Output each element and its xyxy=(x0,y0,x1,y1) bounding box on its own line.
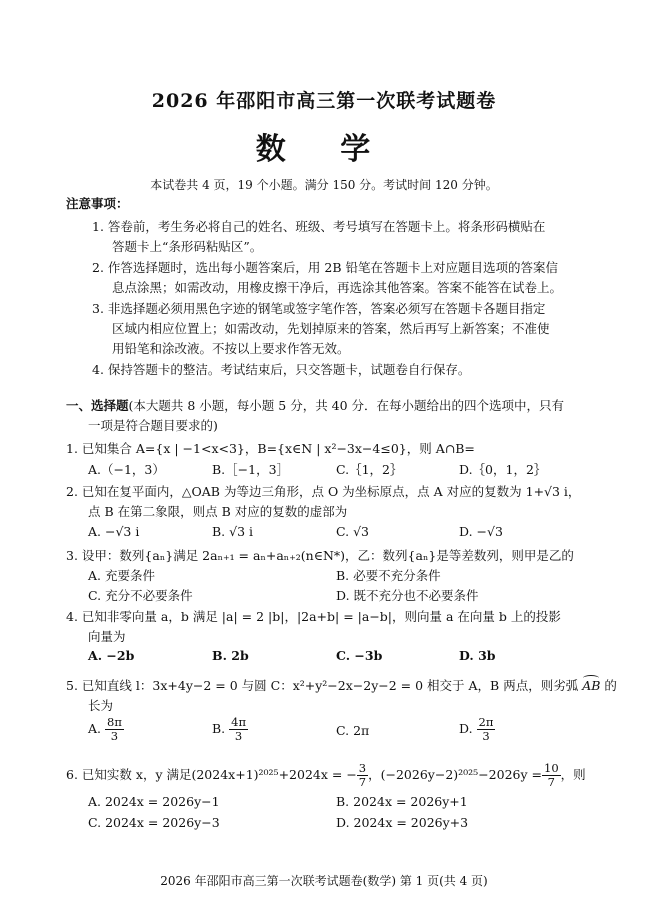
notice-heading: 注意事项： xyxy=(66,196,129,211)
option-d xyxy=(459,716,495,743)
notice-line: 3. 非选择题必须用黑色字迹的钢笔或签字笔作答，答案必须写在答题卡各题目指定 xyxy=(92,301,546,316)
section-desc-cont: 一项是符合题目要求的) xyxy=(88,418,218,433)
fraction-denominator: 3 xyxy=(110,729,119,743)
notice-line: 1. 答卷前，考生务必将自己的姓名、班级、考号填写在答题卡上。将条形码横贴在 xyxy=(92,219,546,234)
option-d: D. 2024x = 2026y+3 xyxy=(336,815,469,830)
option-c: C. −3b xyxy=(336,648,383,663)
question-stem-end: ，则 xyxy=(560,767,586,782)
subject-title: 数 学 xyxy=(255,132,393,167)
option-c: C. √3 xyxy=(336,524,369,539)
fraction-denominator: 7 xyxy=(358,775,367,789)
option-d: D. −√3 xyxy=(459,524,503,539)
option-c: C. 2024x = 2026y−3 xyxy=(88,815,220,830)
option-a: A. 2024x = 2026y−1 xyxy=(88,794,220,809)
option-d: D.｛0，1，2｝ xyxy=(459,462,547,477)
section-title: 一、选择题 xyxy=(66,398,129,413)
question-stem-mid: ，(−2026y−2)²⁰²⁵−2026y = xyxy=(368,767,542,782)
question-stem: 已知在复平面内，△OAB 为等边三角形，点 O 为坐标原点，点 A 对应的复数为 1+√3 i， xyxy=(81,484,581,499)
option-c xyxy=(336,723,369,738)
question-stem-cont: 点 B 在第二象限，则点 B 对应的复数的虚部为 xyxy=(88,504,348,519)
question-6 xyxy=(66,762,586,789)
question-stem-end: 的 xyxy=(604,678,617,693)
question-stem: 已知直线 l：3x+4y−2 = 0 与圆 C：x²+y²−2x−2y−2 = 0 相交于 A，B 两点，则劣弧 xyxy=(81,678,579,693)
question-1 xyxy=(66,439,475,457)
arc-symbol: AB xyxy=(582,678,601,693)
option-a: A. −2b xyxy=(88,648,135,663)
fraction-numerator: 10 xyxy=(544,761,559,775)
fraction xyxy=(105,716,124,743)
question-5 xyxy=(66,676,617,694)
notice-line: 区域内相应位置上；如需改动，先划掉原来的答案，然后再写上新答案；不准使 xyxy=(112,321,550,336)
fraction xyxy=(542,762,561,789)
section-heading xyxy=(66,396,564,414)
question-stem-cont: 向量为 xyxy=(88,629,126,644)
exam-title: 2026 年邵阳市高三第一次联考试题卷 xyxy=(151,90,497,112)
fraction xyxy=(229,716,248,743)
question-3 xyxy=(66,546,574,564)
option-a xyxy=(88,716,124,743)
option-label: B. xyxy=(212,721,226,736)
question-2 xyxy=(66,482,580,500)
question-stem-cont: 长为 xyxy=(88,698,114,713)
option-text: 2π xyxy=(353,723,370,738)
option-label: C. xyxy=(336,723,350,738)
option-c: C. 充分不必要条件 xyxy=(88,588,193,603)
fraction-numerator: 4π xyxy=(231,715,247,729)
option-b: B. √3 i xyxy=(212,524,254,539)
question-4 xyxy=(66,607,561,625)
option-label: A. xyxy=(88,721,102,736)
fraction-numerator: 8π xyxy=(107,715,122,729)
fraction xyxy=(357,762,368,789)
option-b: B. 2b xyxy=(212,648,249,663)
fraction-denominator: 3 xyxy=(482,729,490,743)
option-a: A. 充要条件 xyxy=(88,568,155,583)
question-number: 5. xyxy=(66,678,78,693)
notice-line: 息点涂黑；如需改动，用橡皮擦干净后，再选涂其他答案。答案不能答在试卷上。 xyxy=(112,280,563,295)
notice-line: 用铅笔和涂改液。不按以上要求作答无效。 xyxy=(112,341,350,356)
option-a: A.（−1，3） xyxy=(88,462,165,477)
question-number: 6. xyxy=(66,767,78,782)
fraction-denominator: 3 xyxy=(234,729,243,743)
question-stem: 已知非零向量 a，b 满足 |a| = 2 |b|，|2a+b| = |a−b|，则向量 a 在向量 b 上的投影 xyxy=(81,609,561,624)
question-stem: 已知实数 x，y 满足(2024x+1)²⁰²⁵+2024x = − xyxy=(81,767,357,782)
question-number: 2. xyxy=(66,484,78,499)
option-d: D. 既不充分也不必要条件 xyxy=(336,588,479,603)
option-b: B. 必要不充分条件 xyxy=(336,568,441,583)
option-a: A. −√3 i xyxy=(88,524,140,539)
notice-line: 4. 保持答题卡的整洁。考试结束后，只交答题卡，试题卷自行保存。 xyxy=(92,362,471,377)
page-footer: 2026 年邵阳市高三第一次联考试题卷(数学) 第 1 页(共 4 页) xyxy=(160,874,488,888)
question-number: 4. xyxy=(66,609,78,624)
fraction-denominator: 7 xyxy=(547,775,555,789)
fraction-numerator: 2π xyxy=(478,715,494,729)
option-label: D. xyxy=(459,721,473,736)
question-number: 3. xyxy=(66,548,78,563)
question-stem: 设甲：数列{aₙ}满足 2aₙ₊₁ = aₙ+aₙ₊₂(n∈N*)，乙：数列{aₙ}是等差数列，则甲是乙的 xyxy=(81,548,574,563)
option-d: D. 3b xyxy=(459,648,496,663)
notice-line: 2. 作答选择题时，选出每小题答案后，用 2B 铅笔在答题卡上对应题目选项的答案信 xyxy=(92,260,558,275)
fraction-numerator: 3 xyxy=(358,761,367,775)
option-b: B. 2024x = 2026y+1 xyxy=(336,794,468,809)
section-desc: (本大题共 8 小题，每小题 5 分，共 40 分．在每小题给出的四个选项中，只有 xyxy=(128,398,565,413)
option-b xyxy=(212,716,248,743)
question-stem: 已知集合 A={x | −1<x<3}，B={x∈N | x²−3x−4≤0}，则 A∩B= xyxy=(81,441,475,456)
option-c: C.｛1，2｝ xyxy=(336,462,403,477)
option-b: B.［−1，3］ xyxy=(212,462,290,477)
question-number: 1. xyxy=(66,441,78,456)
fraction xyxy=(477,716,496,743)
notice-line: 答题卡上“条形码粘贴区”。 xyxy=(112,239,263,254)
exam-intro: 本试卷共 4 页，19 个小题。满分 150 分。考试时间 120 分钟。 xyxy=(150,178,498,192)
